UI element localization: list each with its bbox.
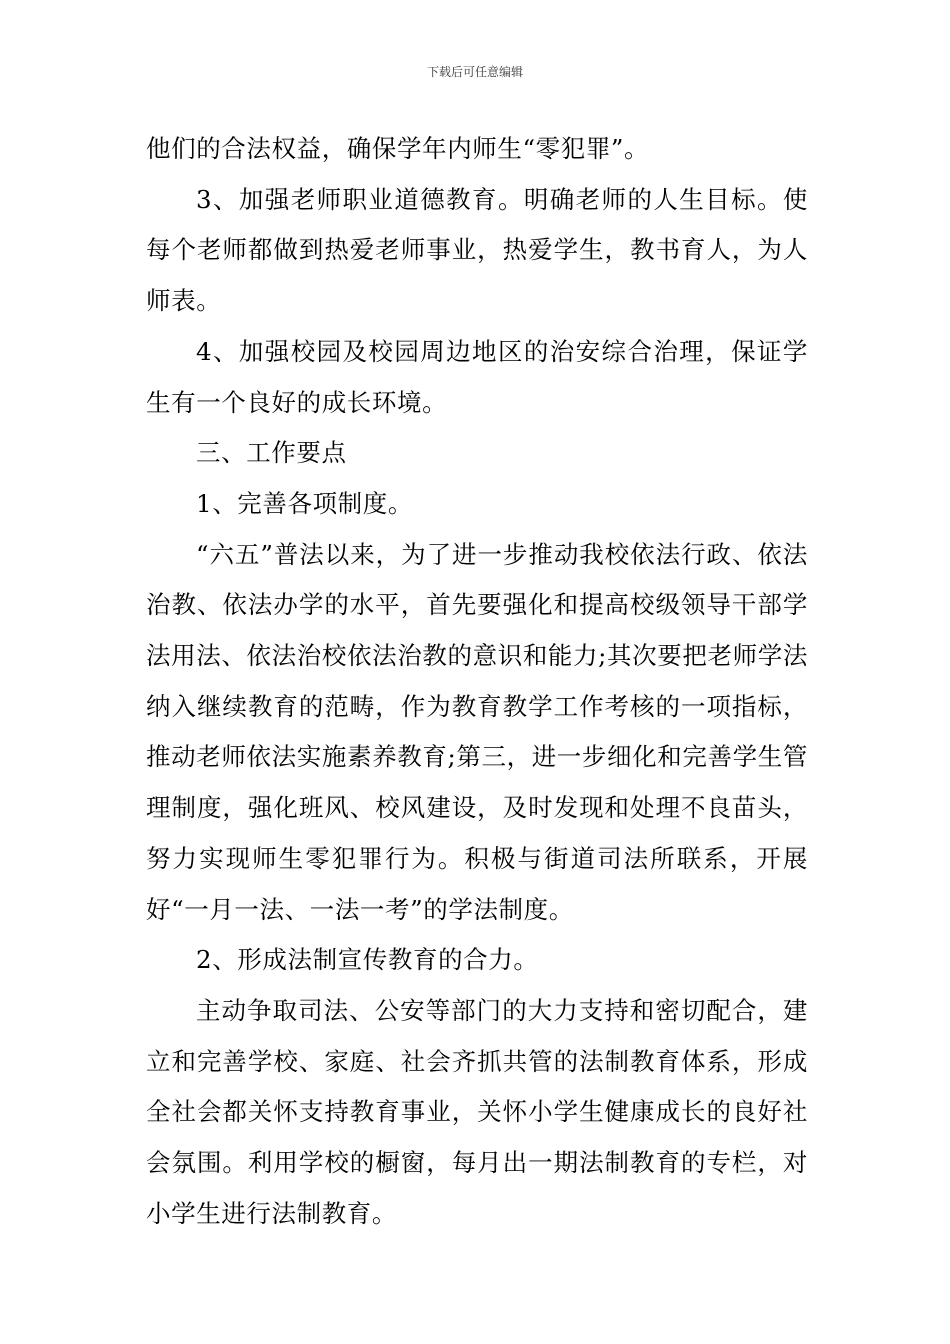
paragraph-4: “六五”普法以来，为了进一步推动我校依法行政、依法治教、依法办学的水平，首先要强化和提高校级领导干部学法用法、依法治校依法治教的意识和能力;其次要把老师学法纳入继续教育的范畴，作为教育教学工作考核的一项指标，推动老师依法实施素养教育;第三，进一步细化和完善学生管理制度，强化班风、校风建设，及时发现和处理不良苗头，努力实现师生零犯罪行为。积极与街道司法所联系，开展好“一月一法、一法一考”的学法制度。 <box>146 539 808 924</box>
page-header: 下载后可任意编辑 <box>426 65 523 79</box>
document-body <box>146 124 808 1239</box>
subheading-1: 1、完善各项制度。 <box>196 488 413 518</box>
paragraph-1: 他们的合法权益，确保学年内师生“零犯罪”。 <box>146 134 650 163</box>
paragraph-2: 3、加强老师职业道德教育。明确老师的人生目标。使每个老师都做到热爱老师事业，热爱学生，教书育人，为人师表。 <box>146 184 808 316</box>
paragraph-3: 4、加强校园及校园周边地区的治安综合治理，保证学生有一个良好的成长环境。 <box>146 336 808 417</box>
subheading-2: 2、形成法制宣传教育的合力。 <box>196 945 539 975</box>
paragraph-5: 主动争取司法、公安等部门的大力支持和密切配合，建立和完善学校、家庭、社会齐抓共管的法制教育体系，形成全社会都关怀支持教育事业，关怀小学生健康成长的良好社会氛围。利用学校的橱窗，每月出一期法制教育的专栏，对小学生进行法制教育。 <box>146 995 808 1228</box>
section-heading: 三、工作要点 <box>196 438 347 468</box>
